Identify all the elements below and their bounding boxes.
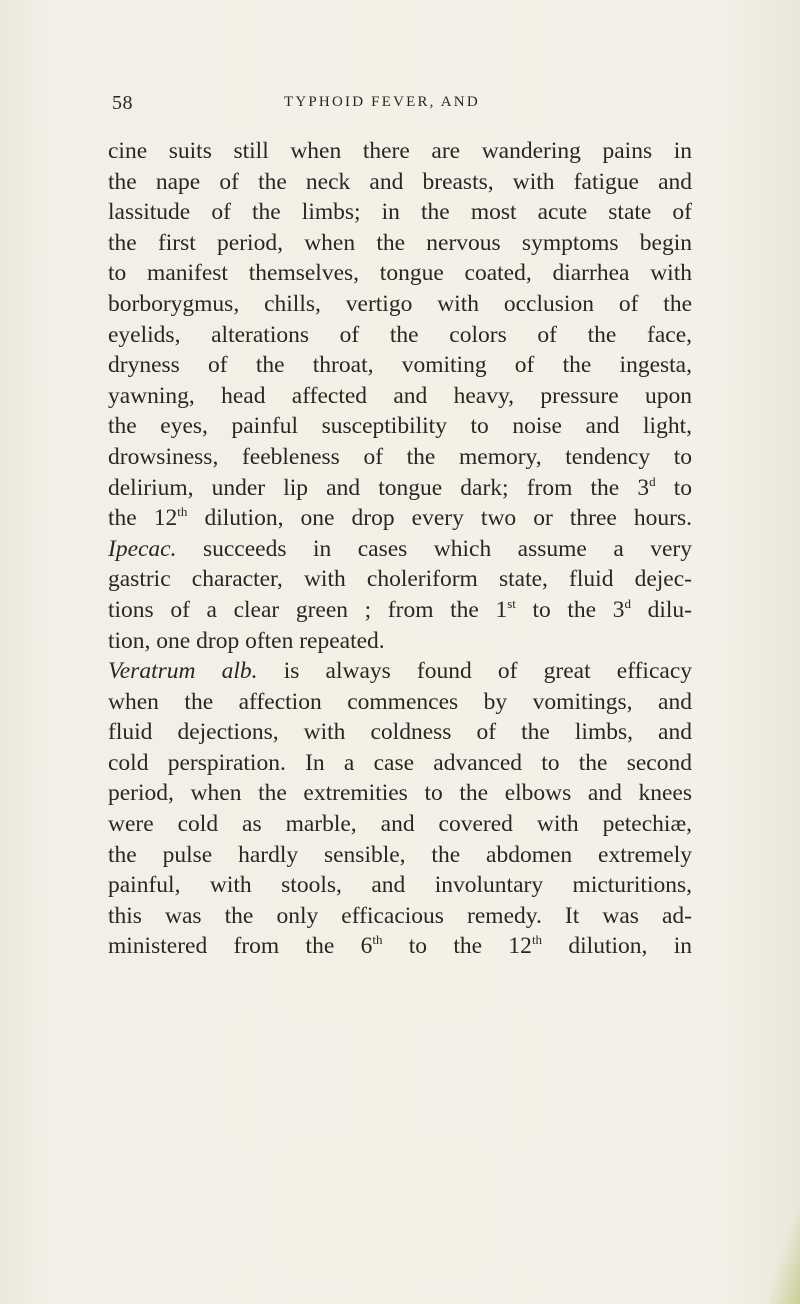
text-line: painful, with stools, and involuntary micturitions, [108, 872, 692, 899]
remedy-name: Ipecac. [108, 535, 177, 562]
text-run: delirium, under lip and tongue dark; from the 3 [108, 474, 650, 501]
text-line [108, 534, 692, 565]
text-line: drowsiness, feebleness of the memory, tendency to [108, 443, 692, 470]
text-run: tions of a clear green ; from the 1 [108, 596, 508, 623]
superscript: th [531, 932, 543, 948]
text-line: gastric character, with choleriform state, fluid dejec- [108, 566, 692, 593]
page-edge-shading [770, 1214, 800, 1304]
superscript: th [372, 932, 383, 948]
text-line: the eyes, painful susceptibility to noise and light, [108, 413, 692, 440]
superscript: d [624, 595, 631, 611]
text-line [108, 656, 692, 687]
page-header [112, 92, 692, 116]
text-run: dilu- [630, 596, 692, 623]
text-line [108, 595, 692, 626]
text-run: is always found of great efficacy [257, 658, 692, 685]
text-line: to manifest themselves, tongue coated, diarrhea with [108, 260, 692, 287]
text-run: dilution, in [542, 933, 692, 960]
text-line: cine suits still when there are wandering pains in [108, 138, 692, 164]
text-line: when the affection commences by vomitings, and [108, 688, 692, 715]
text-line [108, 931, 692, 962]
text-line: the pulse hardly sensible, the abdomen extremely [108, 841, 692, 868]
text-line: eyelids, alterations of the colors of the face, [108, 321, 692, 348]
text-line: cold perspiration. In a case advanced to the second [108, 749, 692, 776]
text-run: the 12 [108, 505, 178, 532]
text-line: yawning, head affected and heavy, pressure upon [108, 382, 692, 409]
superscript: st [507, 595, 516, 611]
text-run: to the 12 [382, 933, 532, 960]
superscript: th [177, 504, 188, 520]
superscript: d [649, 473, 656, 489]
text-line: borborygmus, chills, vertigo with occlusion of the [108, 290, 692, 317]
text-run: succeeds in cases which assume a very [176, 535, 692, 562]
text-line: tion, one drop often repeated. [108, 627, 385, 654]
text-run: to [655, 474, 692, 501]
text-line: fluid dejections, with coldness of the limbs, and [108, 719, 692, 746]
text-run: dilution, one drop every two or three hours. [187, 505, 692, 532]
text-line: the first period, when the nervous symptoms begin [108, 229, 692, 256]
text-run: to the 3 [515, 596, 625, 623]
text-line: lassitude of the limbs; in the most acute state of [108, 199, 692, 226]
running-head: TYPHOID FEVER, AND [284, 94, 480, 110]
text-line [108, 473, 692, 504]
text-line: were cold as marble, and covered with petechiæ, [108, 811, 692, 838]
text-line: period, when the extremities to the elbows and knees [108, 780, 692, 807]
text-line: the nape of the neck and breasts, with fatigue and [108, 168, 692, 195]
remedy-name: Veratrum alb. [108, 658, 258, 685]
text-line: this was the only efficacious remedy. It was ad- [108, 902, 692, 929]
text-line [108, 503, 692, 534]
text-run: ministered from the 6 [108, 933, 373, 960]
body-text [108, 136, 692, 962]
page-number: 58 [112, 92, 133, 114]
text-line: dryness of the throat, vomiting of the ingesta, [108, 352, 692, 379]
